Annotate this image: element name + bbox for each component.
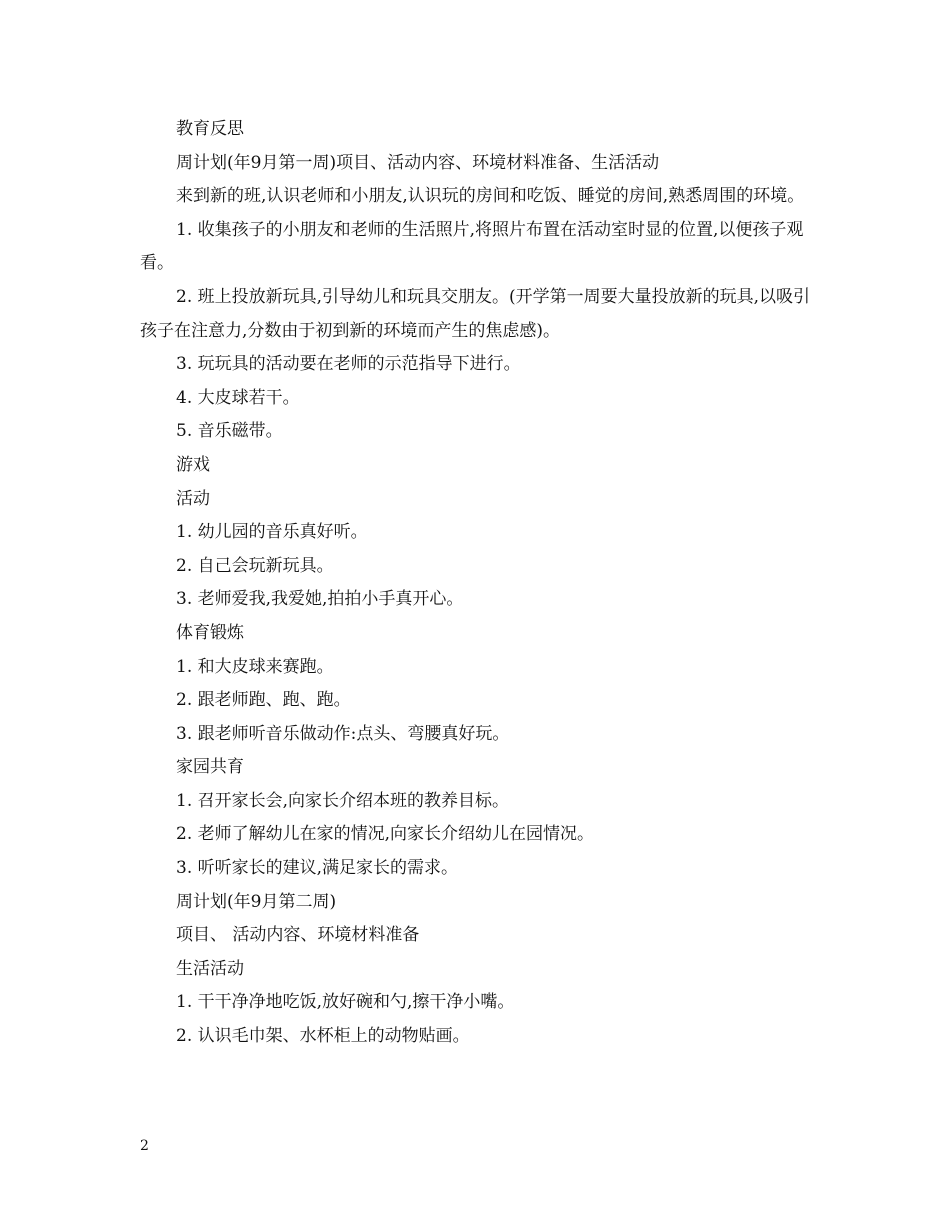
paragraph-item: 2. 自己会玩新玩具。 — [176, 555, 334, 576]
paragraph-item: 3. 听听家长的建议,满足家长的需求。 — [176, 858, 459, 879]
paragraph-section-home-school: 家园共育 — [176, 757, 244, 778]
paragraph-intro: 来到新的班,认识老师和小朋友,认识玩的房间和吃饭、睡觉的房间,熟悉周围的环境。 — [176, 186, 805, 207]
paragraph-item: 5. 音乐磁带。 — [176, 421, 283, 442]
paragraph-week2-columns: 项目、 活动内容、环境材料准备 — [176, 925, 420, 946]
paragraph-section-daily-life: 生活活动 — [176, 958, 244, 979]
paragraph-item: 2. 跟老师跑、跑、跑。 — [176, 690, 351, 711]
paragraph-item: 3. 跟老师听音乐做动作:点头、弯腰真好玩。 — [176, 723, 510, 744]
paragraph-section-pe: 体育锻炼 — [176, 622, 244, 643]
paragraph-item: 3. 老师爱我,我爱她,拍拍小手真开心。 — [176, 589, 464, 610]
paragraph-item: 1. 召开家长会,向家长介绍本班的教养目标。 — [176, 790, 510, 811]
paragraph-item: 4. 大皮球若干。 — [176, 387, 300, 408]
paragraph-item: 1. 收集孩子的小朋友和老师的生活照片,将照片布置在活动室时显的位置,以便孩子观看。 — [140, 219, 804, 274]
paragraph-item: 1. 和大皮球来赛跑。 — [176, 656, 334, 677]
paragraph-section-activity: 活动 — [176, 488, 210, 509]
page-number: 2 — [140, 1138, 149, 1154]
paragraph-week1-plan-title: 周计划(年9月第一周)项目、活动内容、环境材料准备、生活活动 — [176, 152, 660, 173]
paragraph-week2-plan-title: 周计划(年9月第二周) — [176, 891, 337, 912]
paragraph-item: 3. 玩玩具的活动要在老师的示范指导下进行。 — [176, 354, 521, 375]
paragraph-heading-reflection: 教育反思 — [176, 119, 244, 139]
paragraph-section-game: 游戏 — [176, 454, 210, 475]
paragraph-item: 2. 老师了解幼儿在家的情况,向家长介绍幼儿在园情况。 — [176, 824, 595, 845]
paragraph-item: 2. 认识毛巾架、水杯柜上的动物贴画。 — [176, 1026, 470, 1047]
paragraph-item: 2. 班上投放新玩具,引导幼儿和玩具交朋友。(开学第一周要大量投放新的玩具,以吸引孩子在注意力,分数由于初到新的环境而产生的焦虑感)。 — [140, 286, 811, 341]
paragraph-item: 1. 干干净净地吃饭,放好碗和勺,擦干净小嘴。 — [176, 992, 515, 1013]
document-body — [140, 113, 812, 1054]
paragraph-item: 1. 幼儿园的音乐真好听。 — [176, 522, 368, 543]
